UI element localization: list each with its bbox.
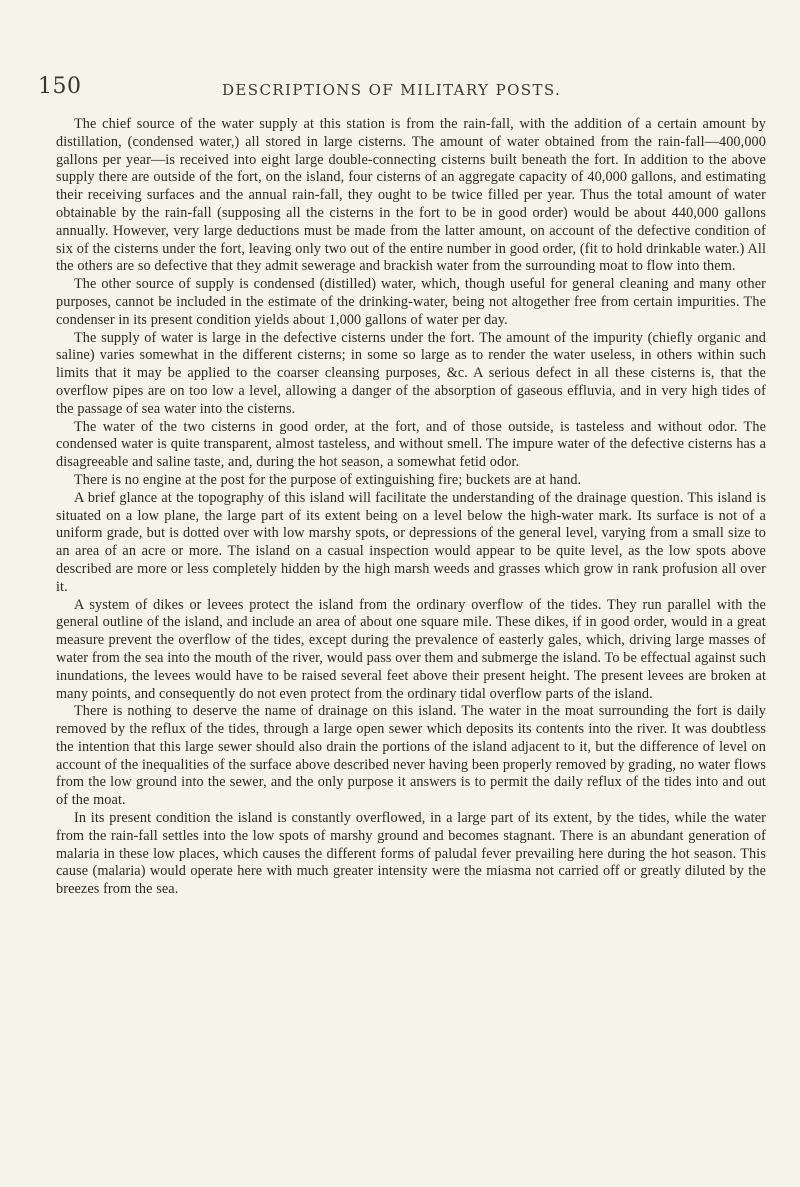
body-text — [56, 116, 766, 899]
paragraph-condensed-water: The other source of supply is condensed (distilled) water, which, though useful for general cleaning and many other purposes, cannot be included in the estimate of the drinking-water, being not altogether free from certain impurities. The condenser in its present condition yields about 1,000 gallons of water per day. — [56, 276, 766, 328]
paragraph-water-quality: The water of the two cisterns in good order, at the fort, and of those outside, is tasteless and without odor. The condensed water is quite transparent, almost tasteless, and without smell. The impure water of the defective cisterns has a disagreeable and saline taste, and, during the hot season, a somewhat fetid odor. — [56, 418, 766, 471]
paragraph-dikes: A system of dikes or levees protect the island from the ordinary overflow of the tides. They run parallel with the general outline of the island, and include an area of about one square mile. These dikes, if in good order, would in a great measure prevent the overflow of the tides, except during the prevalence of easterly gales, which, driving large masses of water from the sea into the mouth of the river, would pass over them and submerge the island. To be effectual against such inundations, the levees would have to be raised several feet above their present height. The present levees are broken at many points, and consequently do not even protect from the ordinary tidal overflow parts of the island. — [56, 596, 766, 702]
paragraph-fire-engine: There is no engine at the post for the purpose of extinguishing fire; buckets are at hand. — [74, 471, 582, 488]
page-number: 150 — [38, 74, 82, 99]
paragraph-topography: A brief glance at the topography of this island will facilitate the understanding of the drainage question. This island is situated on a low plane, the large part of its extent being on a level below the high-water mark. Its surface is not of a uniform grade, but is dotted over with low marshy spots, or depressions of the general level, varying from a small size to an area of an acre or more. The island on a casual inspection would appear to be quite level, as the low spots above described are more or less completely hidden by the high marsh weeds and grasses which grow in rank profusion all over it. — [56, 489, 766, 595]
paragraph-drainage: There is nothing to deserve the name of drainage on this island. The water in the moat surrounding the fort is daily removed by the reflux of the tides, through a large open sewer which deposits its contents into the river. It was doubtless the intention that this large sewer should also drain the portions of the island adjacent to it, but the difference of level on account of the inequalities of the surface above described never having been properly removed by grading, no water flows from the low ground into the sewer, and the only purpose it answers is to permit the daily reflux of the tides into and out of the moat. — [56, 703, 766, 809]
paragraph-impurity: The supply of water is large in the defective cisterns under the fort. The amount of the impurity (chiefly organic and saline) varies somewhat in the different cisterns; in some so large as to render the water useless, in others within such limits that it may be applied to the coarser cleansing purposes, &c. A serious defect in all these cisterns is, that the overflow pipes are on too low a level, allowing a danger of the absorption of gaseous effluvia, and in very high tides of the passage of sea water into the cisterns. — [56, 329, 766, 417]
paragraph-malaria: In its present condition the island is constantly overflowed, in a large part of its extent, by the tides, while the water from the rain-fall settles into the low spots of marshy ground and becomes stagnant. There is an abundant generation of malaria in these low places, which causes the different forms of paludal fever prevailing here during the hot season. This cause (malaria) would operate here with much greater intensity were the miasma not carried off or greatly diluted by the breezes from the sea. — [56, 810, 766, 898]
running-title: DESCRIPTIONS OF MILITARY POSTS. — [222, 81, 562, 99]
paragraph-water-supply: The chief source of the water supply at this station is from the rain-fall, with the addition of a certain amount by distillation, (condensed water,) all stored in large cisterns. The amount of water obtained from the rain-fall—400,000 gallons per year—is received into eight large double-connecting cisterns built beneath the fort. In addition to the above supply there are outside of the fort, on the island, four cisterns of an aggregate capacity of 40,000 gallons, and estimating their receiving surfaces and the annual rain-fall, they ought to be twice filled per year. Thus the total amount of water obtainable by the rain-fall (supposing all the cisterns in the fort to be in good order) would be about 440,000 gallons annually. However, very large deductions must be made from the latter amount, on account of the defective condition of six of the cisterns under the fort, leaving only two out of the entire number in good order, (fit to hold drinkable water.) All the others are so defective that they admit sewerage and brackish water from the surrounding moat to flow into them. — [56, 116, 766, 275]
